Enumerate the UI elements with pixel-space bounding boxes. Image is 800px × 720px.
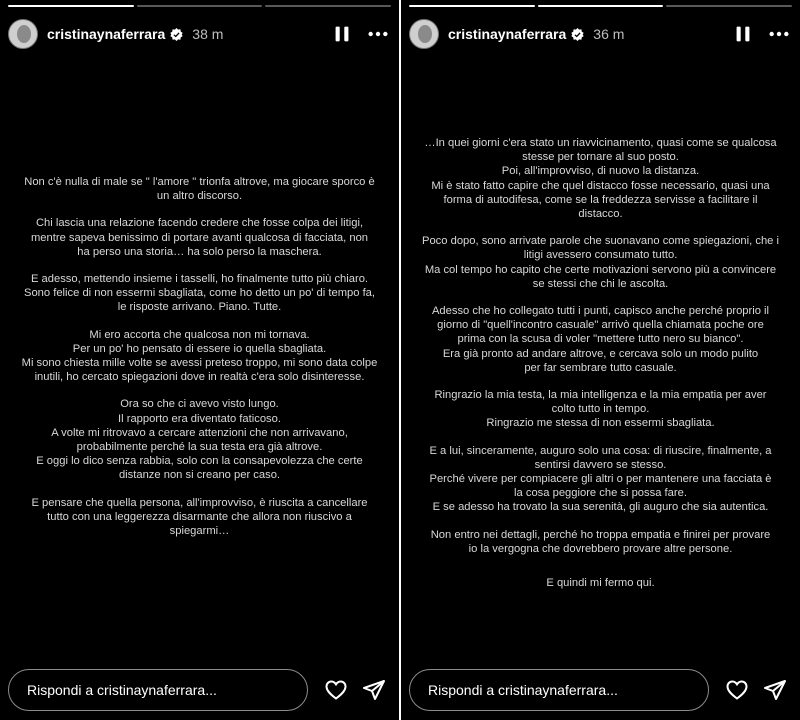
paragraph [409, 304, 792, 375]
story-footer [409, 669, 790, 711]
text-line: la cosa peggiore che si possa fare. [514, 487, 687, 500]
reply-input[interactable] [409, 669, 709, 711]
paragraph [8, 175, 391, 203]
text-line: ha perso una storia… ha solo perso la maschera. [77, 245, 322, 258]
story-footer [8, 669, 389, 711]
progress-segment [265, 5, 391, 7]
paragraph [409, 136, 792, 221]
send-icon[interactable] [763, 678, 787, 702]
paragraph [8, 216, 391, 259]
progress-segment [538, 5, 664, 7]
text-line: Poi, all'improvviso, di nuovo la distanza. [501, 165, 700, 178]
progress-segment [137, 5, 263, 7]
reply-placeholder: Rispondi a cristinaynaferrara... [27, 682, 217, 698]
heart-icon[interactable] [725, 678, 749, 702]
text-line: Perché vivere per compiacere gli altri o per mantenere una facciata è [429, 473, 772, 486]
avatar[interactable] [8, 19, 38, 49]
text-line: giorno di "quell'incontro casuale" arrivò quella chiamata poche ore [437, 319, 764, 332]
text-line: io la vergogna che dovrebbero provare altre persone. [468, 542, 733, 555]
text-line: le risposte arrivano. Piano. Tutte. [117, 301, 282, 314]
text-line: A volte mi ritrovavo a cercare attenzioni che non arrivavano, [51, 426, 348, 439]
paragraph [8, 272, 391, 315]
text-line: E oggi lo dico senza rabbia, solo con la consapevolezza che certe [36, 455, 363, 468]
story-right[interactable] [401, 0, 800, 720]
text-line: Mi sono chiesta mille volte se avessi preteso troppo, mi sono data colpe [21, 357, 378, 370]
progress-segment [666, 5, 792, 7]
paragraph [409, 576, 792, 590]
text-line: spiegarmi… [169, 525, 230, 538]
text-line: Non entro nei dettagli, perché ho troppa empatia e finirei per provare [430, 528, 771, 541]
paragraph [8, 328, 391, 385]
text-line: distanze non si creano per caso. [118, 469, 281, 482]
text-line: litigi avessero consumato tutto. [523, 249, 678, 262]
post-time: 36 m [593, 26, 625, 42]
reply-placeholder: Rispondi a cristinaynaferrara... [428, 682, 618, 698]
paragraph [409, 528, 792, 556]
avatar[interactable] [409, 19, 439, 49]
text-line: Chi lascia una relazione facendo credere che fosse colpa dei litigi, [35, 217, 364, 230]
pause-icon[interactable] [331, 23, 353, 45]
text-line: per far sembrare tutto casuale. [524, 361, 677, 374]
text-line: prima con la scusa di voler "mettere tutto nero su bianco". [457, 333, 744, 346]
text-line: E adesso, mettendo insieme i tasselli, ho finalmente tutto più chiaro. [30, 273, 369, 286]
more-icon[interactable] [367, 23, 389, 45]
text-line: sentirsi davvero se stesso. [534, 458, 667, 471]
text-line: Sono felice di non essermi sbagliata, come ho detto un po' di tempo fa, [23, 287, 376, 300]
story-left[interactable] [0, 0, 399, 720]
text-line: …In quei giorni c'era stato un riavvicinamento, quasi come se qualcosa [424, 137, 777, 149]
text-line: distacco. [578, 208, 623, 221]
paragraph [409, 234, 792, 291]
text-line: Il rapporto era diventato faticoso. [118, 412, 281, 425]
progress-segment [8, 5, 134, 7]
text-line: Poco dopo, sono arrivate parole che suonavano come spiegazioni, che i [422, 235, 779, 248]
text-line: E a lui, sinceramente, auguro solo una cosa: di riuscire, finalmente, a [429, 444, 772, 457]
text-line: forma di autodifesa, come se la freddezza servisse a facilitare il [443, 193, 758, 206]
pause-icon[interactable] [732, 23, 754, 45]
send-icon[interactable] [362, 678, 386, 702]
text-line: stesse per tornare al suo posto. [522, 151, 679, 164]
more-icon[interactable] [768, 23, 790, 45]
username[interactable]: cristinaynaferrara [448, 26, 567, 42]
paragraph [8, 496, 391, 539]
text-line: Mi ero accorta che qualcosa non mi tornava. [89, 328, 310, 341]
text-line: un altro discorso. [156, 190, 243, 203]
text-line: E se adesso ha trovato la sua serenità, gli auguro che sia autentica. [432, 501, 769, 514]
text-line: se stessi che chi le ascolta. [532, 277, 669, 290]
post-time: 38 m [192, 26, 224, 42]
text-line: Ma col tempo ho capito che certe motivazioni servono più a convincere [424, 263, 777, 276]
text-line: E quindi mi fermo qui. [546, 577, 655, 590]
progress-segment [409, 5, 535, 7]
text-line: probabilmente perché la sua testa era già altrove. [76, 441, 323, 454]
heart-icon[interactable] [324, 678, 348, 702]
text-line: colto tutto in tempo. [551, 403, 650, 416]
text-line: mentre sapeva benissimo di portare avanti qualcosa di facciata, non [30, 231, 369, 244]
story-progress [409, 5, 792, 7]
story-progress [8, 5, 391, 7]
text-line: tutto con una leggerezza disarmante che allora non riuscivo a [47, 510, 352, 523]
reply-input[interactable] [8, 669, 308, 711]
text-line: Ringrazio la mia testa, la mia intelligenza e la mia empatia per aver [434, 389, 767, 402]
text-line: Adesso che ho collegato tutti i punti, capisco anche perché proprio il [431, 305, 770, 318]
text-line: E pensare che quella persona, all'improvviso, è riuscita a cancellare [31, 496, 368, 509]
text-line: Ora so che ci avevo visto lungo. [120, 398, 279, 411]
paragraph [409, 388, 792, 431]
verified-badge-icon [170, 28, 183, 41]
story-text [0, 175, 399, 551]
text-line: inutili, ho cercato spiegazioni dove in realtà c'era solo disinteresse. [34, 371, 365, 384]
text-line: Ringrazio me stessa di non essermi sbagliata. [486, 417, 715, 430]
verified-badge-icon [571, 28, 584, 41]
text-line: Mi è stato fatto capire che quel distacco fosse necessario, quasi una [431, 179, 770, 192]
story-header [8, 18, 389, 50]
text-line: Non c'è nulla di male se " l'amore " trionfa altrove, ma giocare sporco è [24, 176, 375, 188]
story-text [401, 136, 800, 603]
username[interactable]: cristinaynaferrara [47, 26, 166, 42]
paragraph [409, 444, 792, 515]
paragraph [8, 397, 391, 482]
text-line: Era già pronto ad andare altrove, e cercava solo un modo pulito [442, 347, 759, 360]
text-line: Per un po' ho pensato di essere io quella sbagliata. [72, 342, 327, 355]
story-header [409, 18, 790, 50]
